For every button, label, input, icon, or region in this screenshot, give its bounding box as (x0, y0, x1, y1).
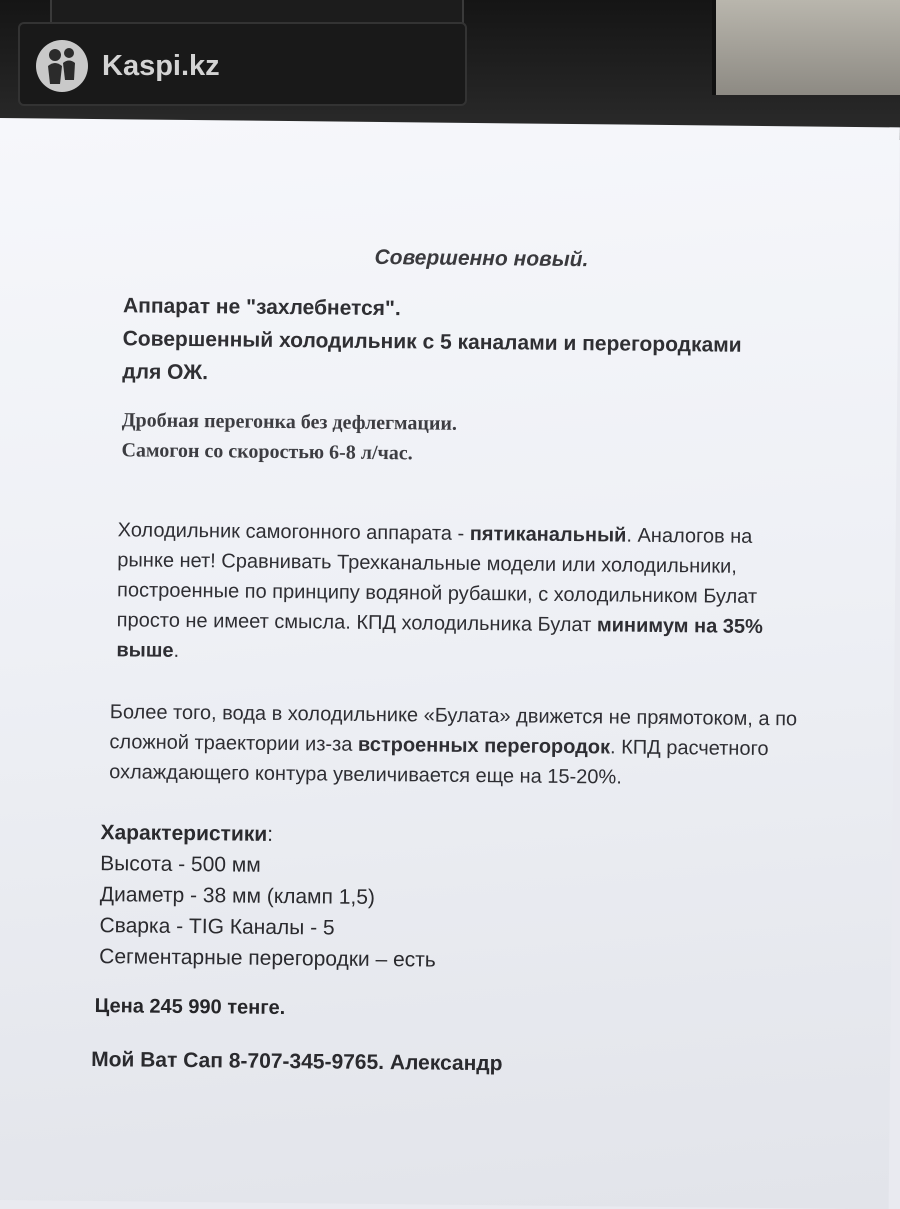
paper-sheet (0, 118, 900, 1209)
spec-item: Сегментарные перегородки – есть (99, 945, 436, 972)
specs-title: Характеристики: (100, 821, 274, 846)
para-line: сложной траектории из-за встроенных перегородок. КПД расчетного (109, 731, 769, 761)
para-line: охлаждающего контура увеличивается еще на 15-20%. (109, 761, 622, 789)
para-line: Более того, вода в холодильнике «Булата» движется не прямотоком, а по (109, 701, 798, 731)
intro-line: для ОЖ. (122, 360, 209, 385)
para-line: просто не имеет смысла. КПД холодильника Булат минимум на 35% (116, 609, 763, 639)
spec-item: Высота - 500 мм (100, 852, 261, 877)
para-line: построенные по принципу водяной рубашки, с холодильником Булат (116, 579, 758, 608)
spec-item: Диаметр - 38 мм (кламп 1,5) (99, 883, 376, 909)
serif-line: Самогон со скоростью 6-8 л/час. (121, 439, 413, 465)
paragraph-2 (109, 697, 797, 794)
serif-block (121, 405, 457, 469)
paragraph-1 (116, 515, 764, 672)
para-line: Холодильник самогонного аппарата - пятиканальный. Аналогов на (117, 519, 753, 548)
para-line: рынке нет! Сравнивать Трехканальные модели или холодильники, (117, 549, 737, 578)
para-line: выше. (116, 639, 180, 662)
kaspi-logo-icon (36, 40, 88, 92)
serif-line: Дробная перегонка без дефлегмации. (121, 409, 458, 435)
specs-block (99, 817, 437, 976)
background-object (712, 0, 900, 95)
spec-item: Сварка - TIG Каналы - 5 (99, 914, 335, 940)
watermark-text: Kaspi.kz (102, 49, 220, 82)
kaspi-watermark (36, 40, 220, 92)
intro-block (122, 289, 742, 394)
headline: Совершенно новый. (374, 245, 589, 272)
intro-line: Аппарат не "захлебнется". (122, 294, 401, 321)
price: Цена 245 990 тенге. (94, 995, 286, 1020)
contact: Мой Ват Сап 8-707-345-9765. Александр (91, 1048, 503, 1076)
intro-line: Совершенный холодильник с 5 каналами и перегородками (122, 327, 742, 357)
